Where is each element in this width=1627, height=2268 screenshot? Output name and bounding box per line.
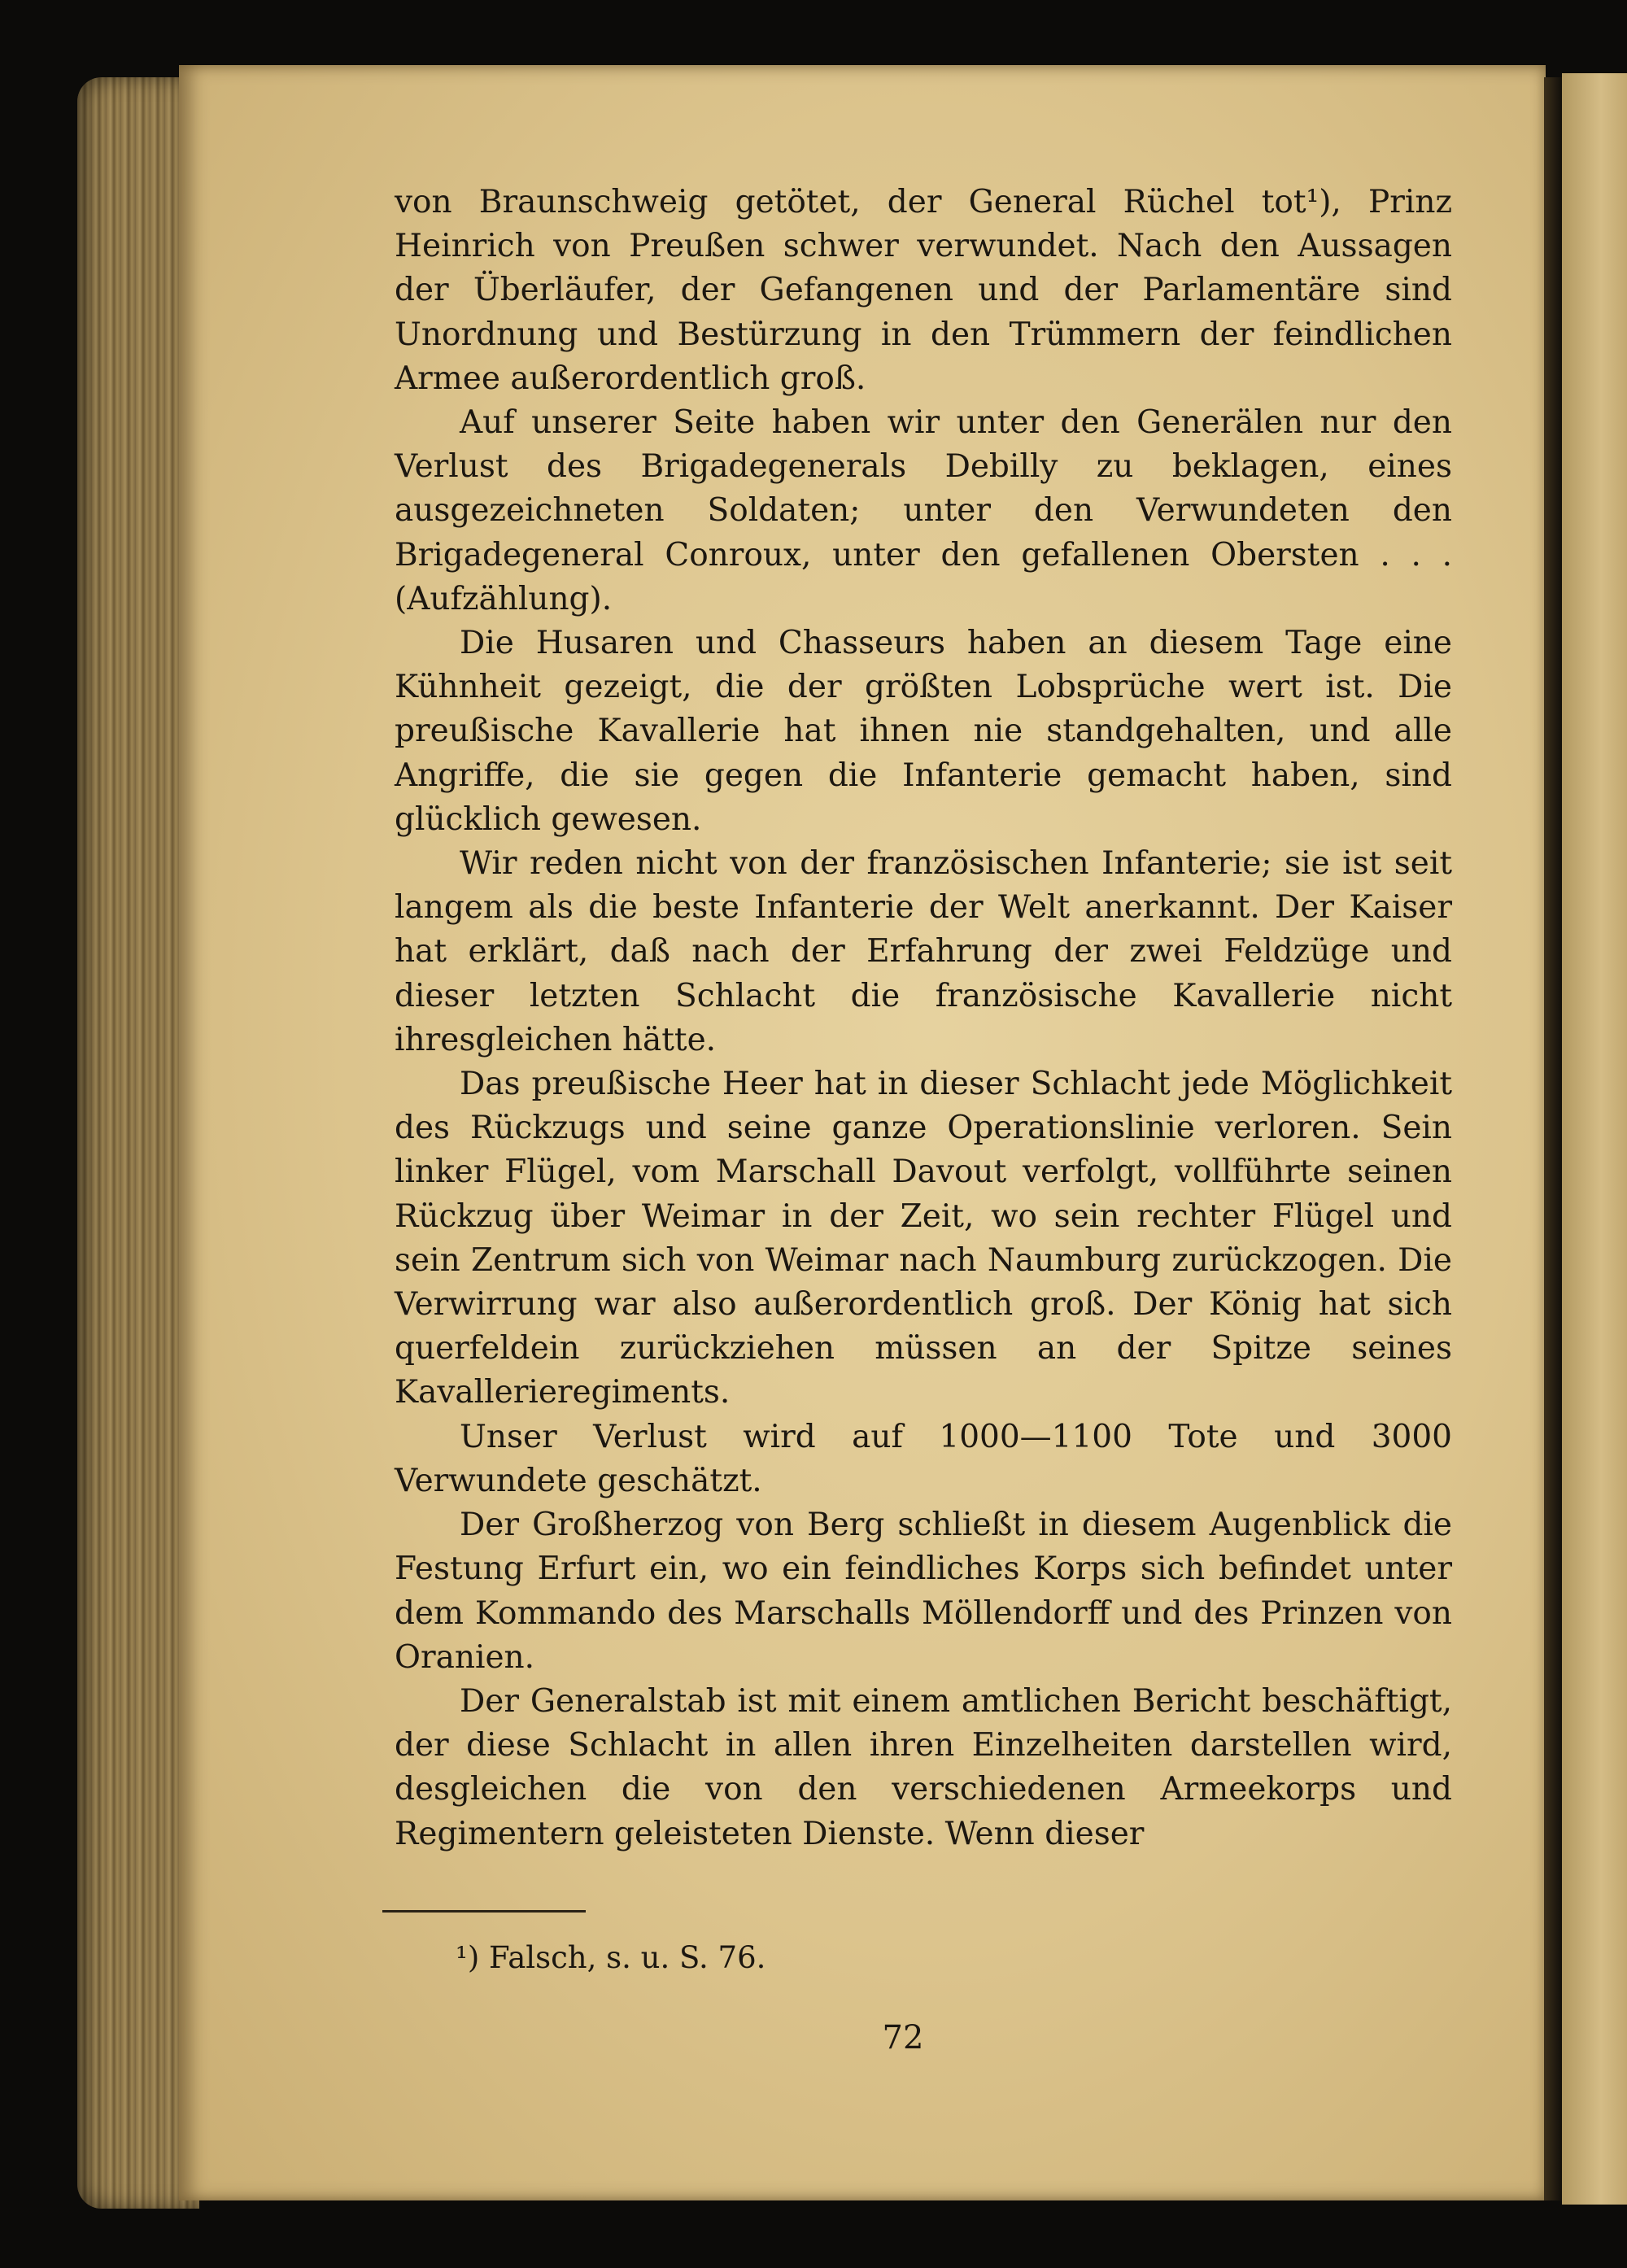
paragraph-1: von Braunschweig getötet, der General Rüchel tot¹), Prinz Heinrich von Preußen schwer verwundet. Nach den Aussagen der Überläufer, der Gefangenen und der Parlamentäre sind Unordnung und Bestürzung in den Trümmern der feindlichen Armee außerordentlich groß. [395, 184, 1452, 397]
footnote-rule [382, 1910, 586, 1913]
paragraph-4: Wir reden nicht von der französischen Infanterie; sie ist seit langem als die beste Infanterie der Welt anerkannt. Der Kaiser hat erklärt, daß nach der Erfahrung der zwei Feldzüge und dieser letzten Schlacht die französische Kavallerie nicht ihresgleichen hätte. [395, 845, 1452, 1058]
facing-page-edge [1562, 73, 1627, 2205]
page-number: 72 [882, 2019, 924, 2056]
paragraph-8: Der Generalstab ist mit einem amtlichen Bericht beschäftigt, der diese Schlacht in allen ihren Einzelheiten darstellen wird, desgleichen die von den verschiedenen Armeekorps und Regimentern geleisteten Dienste. Wenn dieser [395, 1682, 1452, 1852]
paragraph-6: Unser Verlust wird auf 1000—1100 Tote und 3000 Verwundete geschätzt. [395, 1418, 1452, 1499]
book-gutter [1544, 77, 1562, 2200]
paragraph-2: Auf unserer Seite haben wir unter den Generälen nur den Verlust des Brigadegenerals Debilly zu beklagen, eines ausgezeichneten Soldaten; unter den Verwundeten den Brigadegeneral Conroux, unter den gefallenen Obersten . . . (Aufzählung). [395, 404, 1452, 617]
footnote: ¹) Falsch, s. u. S. 76. [456, 1940, 766, 1975]
paragraph-5: Das preußische Heer hat in dieser Schlacht jede Möglichkeit des Rückzugs und seine ganze Operationslinie verloren. Sein linker Flügel, vom Marschall Davout verfolgt, vollführte seinen Rückzug über Weimar in der Zeit, wo sein rechter Flügel und sein Zentrum sich von Weimar nach Naumburg zurückzogen. Die Verwirrung war also außerordentlich groß. Der König hat sich querfeldein zurückziehen müssen an der Spitze seines Kavallerieregiments. [395, 1066, 1452, 1411]
paragraph-7: Der Großherzog von Berg schließt in diesem Augenblick die Festung Erfurt ein, wo ein feindliches Korps sich befindet unter dem Kommando des Marschalls Möllendorff und des Prinzen von Oranien. [395, 1507, 1452, 1676]
paragraph-3: Die Husaren und Chasseurs haben an diesem Tage eine Kühnheit gezeigt, die der größten Lobsprüche wert ist. Die preußische Kavallerie hat ihnen nie standgehalten, und alle Angriffe, die sie gegen die Infanterie gemacht haben, sind glücklich gewesen. [395, 625, 1452, 838]
page-number-area [814, 0, 992, 2268]
